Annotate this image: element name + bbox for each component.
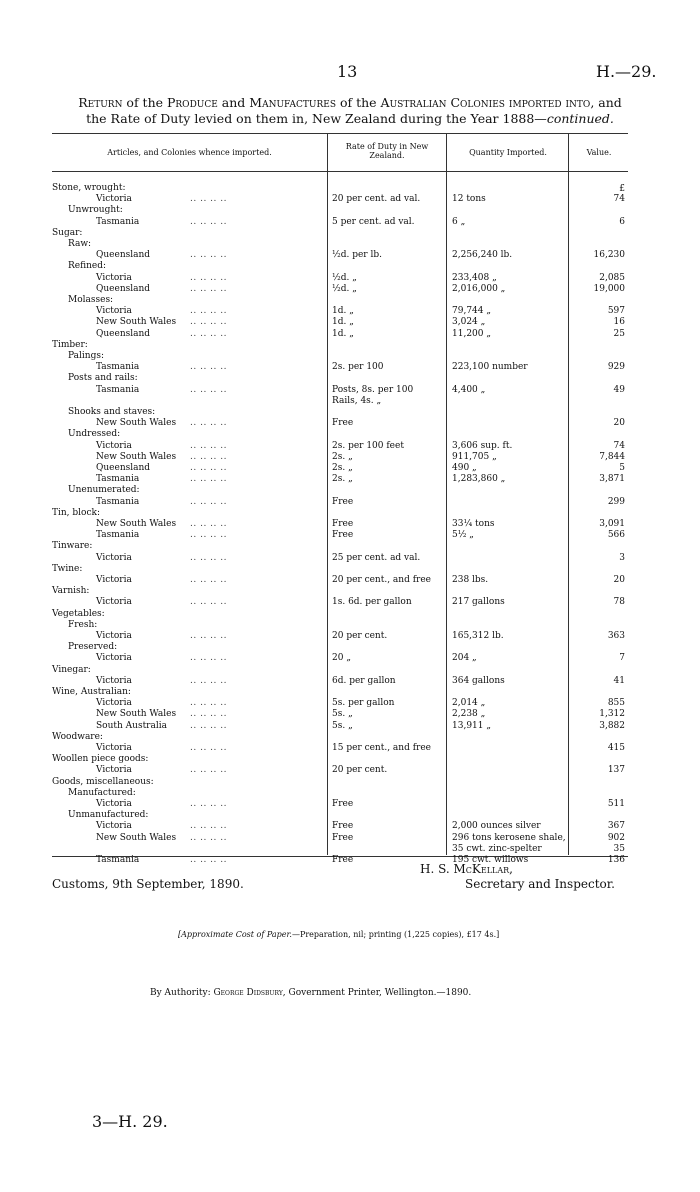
article-label: Tasmania xyxy=(96,474,140,484)
table-row xyxy=(0,351,700,362)
table-row xyxy=(0,777,700,788)
value-pounds: 136 xyxy=(607,855,625,865)
cost-note-text: —Preparation, nil; printing (1,225 copies), £17 4s.] xyxy=(291,930,500,939)
value-pounds: 597 xyxy=(607,306,625,316)
quantity-imported: 1,283,860 „ xyxy=(452,474,506,484)
table-row xyxy=(0,821,700,832)
article-label: Wine, Australian: xyxy=(52,687,131,697)
table-row xyxy=(0,396,700,407)
quantity-imported: 165,312 lb. xyxy=(452,631,504,641)
article-label: Queensland xyxy=(96,250,151,260)
table-row xyxy=(0,273,700,284)
value-pounds: 902 xyxy=(607,833,625,843)
article-label: Victoria xyxy=(96,273,132,283)
duty-rate: Free xyxy=(332,821,354,831)
title-word: Return xyxy=(78,95,123,110)
duty-rate: 6d. per gallon xyxy=(332,676,396,686)
table-row xyxy=(0,497,700,508)
article-label: Victoria xyxy=(96,631,132,641)
quantity-imported: 13,911 „ xyxy=(452,721,492,731)
footer-reference: 3—H. 29. xyxy=(92,1112,168,1131)
article-label: Posts and rails: xyxy=(68,373,138,383)
table-row xyxy=(0,407,700,418)
value-pounds: 299 xyxy=(607,497,625,507)
duty-rate: 2s. per 100 xyxy=(332,362,384,372)
table-row xyxy=(0,418,700,429)
quantity-imported: 2,256,240 lb. xyxy=(452,250,513,260)
value-pounds: 74 xyxy=(613,441,625,451)
table-row xyxy=(0,385,700,396)
duty-rate: 1d. „ xyxy=(332,317,354,327)
table-row xyxy=(0,620,700,631)
article-label: Unmanufactured: xyxy=(68,810,149,820)
value-pounds: 929 xyxy=(607,362,625,372)
article-label: Victoria xyxy=(96,743,132,753)
table-row xyxy=(0,597,700,608)
article-label: Queensland xyxy=(96,463,151,473)
table-row xyxy=(0,665,700,676)
quantity-imported: 12 tons xyxy=(452,194,486,204)
value-pounds: 5 xyxy=(619,463,625,473)
leader-dots: .. .. .. .. xyxy=(190,833,227,843)
value-pounds: 415 xyxy=(607,743,625,753)
table-row xyxy=(0,754,700,765)
article-label: Victoria xyxy=(96,799,132,809)
table-row xyxy=(0,855,700,866)
duty-rate: 1d. „ xyxy=(332,329,354,339)
signatory-surname: McKellar, xyxy=(453,862,513,876)
table-row xyxy=(0,239,700,250)
article-label: South Australia xyxy=(96,721,167,731)
leader-dots: .. .. .. .. xyxy=(190,765,227,775)
table-row xyxy=(0,564,700,575)
leader-dots: .. .. .. .. xyxy=(190,799,227,809)
quantity-imported: 204 „ xyxy=(452,653,477,663)
title-word: Produce xyxy=(167,95,218,110)
quantity-imported: 79,744 „ xyxy=(452,306,492,316)
table-row xyxy=(0,642,700,653)
table-row xyxy=(0,429,700,440)
leader-dots: .. .. .. .. xyxy=(190,362,227,372)
signatory-name xyxy=(420,862,513,876)
article-label: Varnish: xyxy=(52,586,90,596)
article-label: New South Wales xyxy=(96,452,177,462)
article-label: Molasses: xyxy=(68,295,114,305)
table-row xyxy=(0,732,700,743)
title-word: Australian Colonies imported into, xyxy=(380,95,595,110)
table-row xyxy=(0,183,700,194)
value-pounds: 78 xyxy=(613,597,625,607)
article-label: Tinware: xyxy=(52,541,93,551)
table-row xyxy=(0,508,700,519)
table-row xyxy=(0,687,700,698)
article-label: Twine: xyxy=(52,564,83,574)
duty-rate: 5s. „ xyxy=(332,721,353,731)
duty-rate: Free xyxy=(332,530,354,540)
article-label: Palings: xyxy=(68,351,104,361)
table-row xyxy=(0,250,700,261)
table-row xyxy=(0,653,700,664)
leader-dots: .. .. .. .. xyxy=(190,317,227,327)
value-pounds: 566 xyxy=(607,530,625,540)
duty-rate: Posts, 8s. per 100 xyxy=(332,385,414,395)
column-header-quantity: Quantity Imported. xyxy=(469,148,547,157)
table-row xyxy=(0,362,700,373)
article-label: Tasmania xyxy=(96,362,140,372)
leader-dots: .. .. .. .. xyxy=(190,329,227,339)
table-row xyxy=(0,788,700,799)
leader-dots: .. .. .. .. xyxy=(190,653,227,663)
leader-dots: .. .. .. .. xyxy=(190,597,227,607)
value-pounds: 511 xyxy=(607,799,625,809)
duty-rate: Free xyxy=(332,833,354,843)
article-label: Unwrought: xyxy=(68,205,123,215)
leader-dots: .. .. .. .. xyxy=(190,441,227,451)
article-label: Victoria xyxy=(96,553,132,563)
table-header-rule xyxy=(52,171,628,172)
article-label: Sugar: xyxy=(52,228,83,238)
authority-prefix: By Authority: xyxy=(150,988,214,998)
value-pounds: 7,844 xyxy=(599,452,625,462)
quantity-imported: 2,014 „ xyxy=(452,698,486,708)
article-label: Vinegar: xyxy=(52,665,91,675)
table-row xyxy=(0,295,700,306)
table-row xyxy=(0,485,700,496)
duty-rate: 2s. „ xyxy=(332,463,353,473)
value-pounds: 137 xyxy=(607,765,625,775)
article-label: Tasmania xyxy=(96,530,140,540)
leader-dots: .. .. .. .. xyxy=(190,194,227,204)
article-label: Woodware: xyxy=(52,732,103,742)
table-row xyxy=(0,721,700,732)
article-label: Shooks and staves: xyxy=(68,407,156,417)
duty-rate: Free xyxy=(332,497,354,507)
article-label: Victoria xyxy=(96,306,132,316)
value-pounds: 3,091 xyxy=(599,519,625,529)
leader-dots: .. .. .. .. xyxy=(190,519,227,529)
leader-dots: .. .. .. .. xyxy=(190,698,227,708)
table-row xyxy=(0,217,700,228)
duty-rate: ½d. „ xyxy=(332,284,357,294)
article-label: New South Wales xyxy=(96,418,177,428)
article-label: Victoria xyxy=(96,597,132,607)
title-continued: continued. xyxy=(546,111,614,126)
value-pounds: 363 xyxy=(607,631,625,641)
table-row xyxy=(0,205,700,216)
value-pounds: 35 xyxy=(613,844,625,854)
title-text: of the xyxy=(122,95,167,110)
duty-rate: Free xyxy=(332,418,354,428)
duty-rate: ½d. per lb. xyxy=(332,250,382,260)
leader-dots: .. .. .. .. xyxy=(190,385,227,395)
value-pounds: 3,871 xyxy=(599,474,625,484)
quantity-imported: 911,705 „ xyxy=(452,452,497,462)
page-number: 13 xyxy=(337,62,358,81)
quantity-imported: 6 „ xyxy=(452,217,466,227)
article-label: Tasmania xyxy=(96,855,140,865)
quantity-imported: 5½ „ xyxy=(452,530,474,540)
table-row xyxy=(0,833,700,844)
leader-dots: .. .. .. .. xyxy=(190,821,227,831)
title-text: of the xyxy=(336,95,381,110)
article-label: Undressed: xyxy=(68,429,121,439)
leader-dots: .. .. .. .. xyxy=(190,676,227,686)
quantity-imported: 364 gallons xyxy=(452,676,505,686)
signatory-title: Secretary and Inspector. xyxy=(465,877,615,891)
article-label: Fresh: xyxy=(68,620,98,630)
duty-rate: ½d. „ xyxy=(332,273,357,283)
article-label: New South Wales xyxy=(96,833,177,843)
quantity-imported: 3,606 sup. ft. xyxy=(452,441,513,451)
article-label: New South Wales xyxy=(96,709,177,719)
duty-rate: 15 per cent., and free xyxy=(332,743,431,753)
table-row xyxy=(0,441,700,452)
duty-rate: Free xyxy=(332,799,354,809)
cost-note xyxy=(178,930,499,939)
duty-rate: Free xyxy=(332,855,354,865)
article-label: Vegetables: xyxy=(52,609,105,619)
table-row xyxy=(0,810,700,821)
value-pounds: 20 xyxy=(613,575,625,585)
leader-dots: .. .. .. .. xyxy=(190,273,227,283)
table-row xyxy=(0,765,700,776)
quantity-imported: 2,000 ounces silver xyxy=(452,821,541,831)
quantity-imported: 238 lbs. xyxy=(452,575,489,585)
leader-dots: .. .. .. .. xyxy=(190,463,227,473)
table-row xyxy=(0,631,700,642)
document-reference: H.—29. xyxy=(596,62,657,81)
leader-dots: .. .. .. .. xyxy=(190,306,227,316)
title-text: and xyxy=(594,95,622,110)
table-row xyxy=(0,373,700,384)
table-row xyxy=(0,698,700,709)
customs-date-line: Customs, 9th September, 1890. xyxy=(52,877,244,891)
duty-rate: 20 per cent. xyxy=(332,765,388,775)
article-label: New South Wales xyxy=(96,519,177,529)
value-pounds: 16 xyxy=(613,317,625,327)
authority-rest: , Government Printer, Wellington.—1890. xyxy=(282,988,472,998)
table-row xyxy=(0,553,700,564)
leader-dots: .. .. .. .. xyxy=(190,250,227,260)
table-row xyxy=(0,743,700,754)
duty-rate: Rails, 4s. „ xyxy=(332,396,382,406)
leader-dots: .. .. .. .. xyxy=(190,575,227,585)
quantity-imported: 2,238 „ xyxy=(452,709,486,719)
duty-rate: 20 per cent. xyxy=(332,631,388,641)
table-row xyxy=(0,844,700,855)
article-label: Victoria xyxy=(96,575,132,585)
article-label: Unenumerated: xyxy=(68,485,140,495)
article-label: Tasmania xyxy=(96,217,140,227)
table-row xyxy=(0,575,700,586)
value-pounds: 74 xyxy=(613,194,625,204)
article-label: Victoria xyxy=(96,765,132,775)
leader-dots: .. .. .. .. xyxy=(190,530,227,540)
leader-dots: .. .. .. .. xyxy=(190,452,227,462)
article-label: Victoria xyxy=(96,821,132,831)
table-row xyxy=(0,452,700,463)
value-pounds: 19,000 xyxy=(593,284,625,294)
leader-dots: .. .. .. .. xyxy=(190,497,227,507)
leader-dots: .. .. .. .. xyxy=(190,284,227,294)
duty-rate: Free xyxy=(332,519,354,529)
article-label: Refined: xyxy=(68,261,107,271)
table-row xyxy=(0,709,700,720)
table-top-rule xyxy=(52,133,628,134)
column-header-rate: Rate of Duty in New Zealand. xyxy=(345,142,429,160)
quantity-imported: 3,024 „ xyxy=(452,317,486,327)
quantity-imported: 217 gallons xyxy=(452,597,505,607)
leader-dots: .. .. .. .. xyxy=(190,631,227,641)
value-pounds: 20 xyxy=(613,418,625,428)
title-word: Manufactures xyxy=(249,95,336,110)
value-pounds: 3 xyxy=(619,553,625,563)
table-row xyxy=(0,284,700,295)
printer-authority xyxy=(150,988,471,998)
article-label: Victoria xyxy=(96,676,132,686)
title-text: and xyxy=(217,95,250,110)
duty-rate: 25 per cent. ad val. xyxy=(332,553,421,563)
printer-name: George Didsbury xyxy=(213,988,283,998)
duty-rate: 20 „ xyxy=(332,653,351,663)
cost-note-label: [Approximate Cost of Paper. xyxy=(178,930,292,939)
table-row xyxy=(0,463,700,474)
column-header-value: Value. xyxy=(586,148,612,157)
table-row xyxy=(0,306,700,317)
value-pounds: 6 xyxy=(619,217,625,227)
value-pounds: 16,230 xyxy=(593,250,625,260)
article-label: Victoria xyxy=(96,194,132,204)
duty-rate: 2s. per 100 feet xyxy=(332,441,404,451)
quantity-imported: 4,400 „ xyxy=(452,385,486,395)
table-row xyxy=(0,228,700,239)
article-label: Woollen piece goods: xyxy=(52,754,149,764)
article-label: Queensland xyxy=(96,284,151,294)
article-label: Tasmania xyxy=(96,497,140,507)
article-label: New South Wales xyxy=(96,317,177,327)
leader-dots: .. .. .. .. xyxy=(190,855,227,865)
article-label: Queensland xyxy=(96,329,151,339)
leader-dots: .. .. .. .. xyxy=(190,474,227,484)
table-row xyxy=(0,676,700,687)
value-pounds: 3,882 xyxy=(599,721,625,731)
value-pounds: 367 xyxy=(607,821,625,831)
duty-rate: 2s. „ xyxy=(332,452,353,462)
article-label: Goods, miscellaneous: xyxy=(52,777,154,787)
leader-dots: .. .. .. .. xyxy=(190,217,227,227)
duty-rate: 20 per cent., and free xyxy=(332,575,431,585)
value-pounds: 41 xyxy=(613,676,625,686)
article-label: Raw: xyxy=(68,239,92,249)
duty-rate: 5 per cent. ad val. xyxy=(332,217,415,227)
article-label: Victoria xyxy=(96,441,132,451)
leader-dots: .. .. .. .. xyxy=(190,709,227,719)
table-row xyxy=(0,586,700,597)
table-row xyxy=(0,541,700,552)
table-row xyxy=(0,317,700,328)
leader-dots: .. .. .. .. xyxy=(190,721,227,731)
value-pounds: 25 xyxy=(613,329,625,339)
quantity-imported: 33¼ tons xyxy=(452,519,495,529)
quantity-imported: 2,016,000 „ xyxy=(452,284,506,294)
quantity-imported: 223,100 number xyxy=(452,362,528,372)
leader-dots: .. .. .. .. xyxy=(190,553,227,563)
table-row xyxy=(0,261,700,272)
duty-rate: 1d. „ xyxy=(332,306,354,316)
table-row xyxy=(0,799,700,810)
article-label: Timber: xyxy=(52,340,88,350)
table-row xyxy=(0,519,700,530)
article-label: Victoria xyxy=(96,698,132,708)
duty-rate: 2s. „ xyxy=(332,474,353,484)
article-label: Victoria xyxy=(96,653,132,663)
table-row xyxy=(0,530,700,541)
table-row xyxy=(0,474,700,485)
table-row xyxy=(0,329,700,340)
quantity-imported: 233,408 „ xyxy=(452,273,497,283)
quantity-imported: 296 tons kerosene shale, xyxy=(452,833,566,843)
value-pounds: 2,085 xyxy=(599,273,625,283)
duty-rate: 1s. 6d. per gallon xyxy=(332,597,412,607)
duty-rate: 5s. „ xyxy=(332,709,353,719)
article-label: Preserved: xyxy=(68,642,118,652)
quantity-imported: 195 cwt. willows xyxy=(452,855,529,865)
article-label: Tasmania xyxy=(96,385,140,395)
duty-rate: 20 per cent. ad val. xyxy=(332,194,421,204)
quantity-imported: 11,200 „ xyxy=(452,329,492,339)
table-row xyxy=(0,340,700,351)
article-label: Tin, block: xyxy=(52,508,100,518)
value-pounds: 49 xyxy=(613,385,625,395)
title-line-2: the Rate of Duty levied on them in, New Zealand during the Year 1888— xyxy=(86,111,547,126)
duty-rate: 5s. per gallon xyxy=(332,698,395,708)
quantity-imported: 35 cwt. zinc-spelter xyxy=(452,844,542,854)
currency-symbol: £ xyxy=(619,184,625,194)
column-header-articles: Articles, and Colonies whence imported. xyxy=(107,148,272,157)
value-pounds: 855 xyxy=(607,698,625,708)
value-pounds: 1,312 xyxy=(599,709,625,719)
value-pounds: 7 xyxy=(619,653,625,663)
leader-dots: .. .. .. .. xyxy=(190,418,227,428)
signatory-initials: H. S. xyxy=(420,862,454,876)
leader-dots: .. .. .. .. xyxy=(190,743,227,753)
quantity-imported: 490 „ xyxy=(452,463,477,473)
article-label: Manufactured: xyxy=(68,788,136,798)
article-label: Stone, wrought: xyxy=(52,183,126,193)
table-row xyxy=(0,609,700,620)
table-title xyxy=(0,95,700,127)
